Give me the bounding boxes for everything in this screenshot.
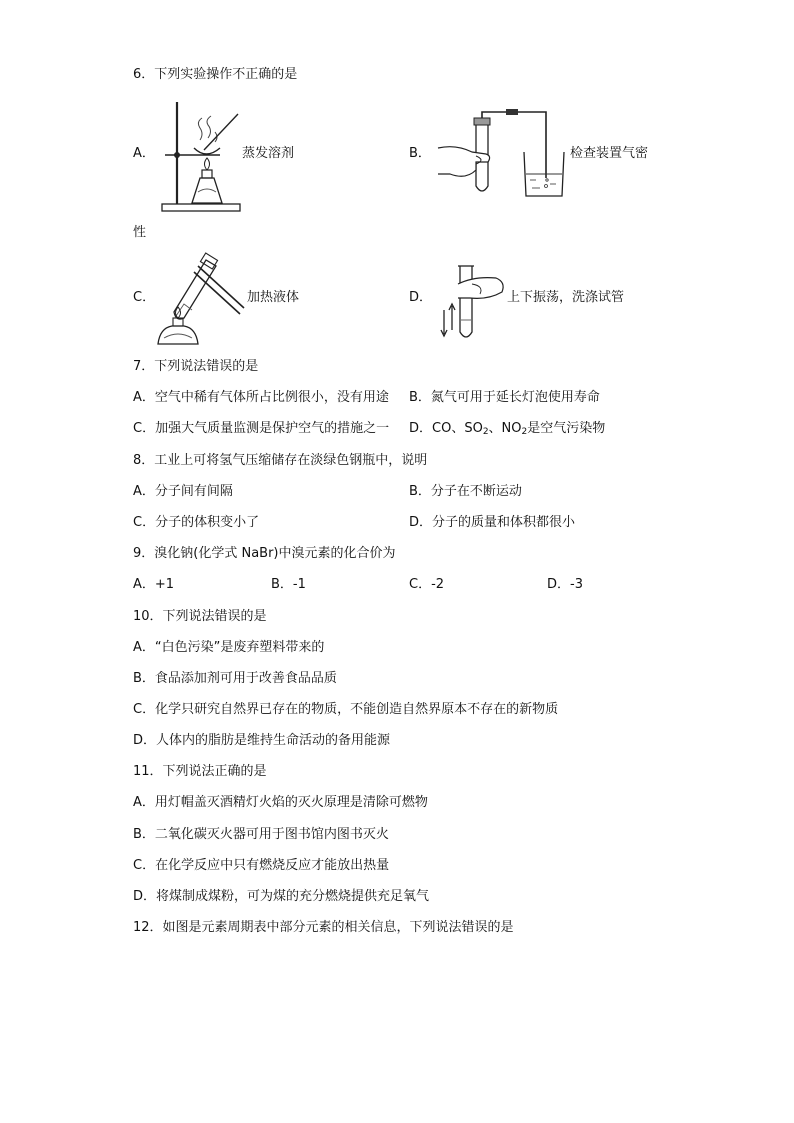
q6-option-d-caption: 上下振荡，洗涤试管 — [507, 290, 625, 305]
q8-option-d: D．分子的质量和体积都很小 — [409, 515, 576, 530]
q11-option-d: D．将煤制成煤粉，可为煤的充分燃烧提供充足氧气 — [133, 889, 430, 904]
q10-option-c: C．化学只研究自然界已存在的物质，不能创造自然界原本不存在的新物质 — [133, 702, 559, 717]
q6-option-b-caption-wrap: 性 — [133, 225, 147, 240]
shaking-test-tube-figure — [440, 262, 508, 342]
q11-option-b: B．二氧化碳灭火器可用于图书馆内图书灭火 — [133, 827, 389, 842]
q6-option-c-caption: 加热液体 — [247, 290, 300, 305]
q7-option-c: C．加强大气质量监测是保护空气的措施之一 — [133, 421, 390, 436]
q6-option-b-caption: 检查装置气密 — [570, 146, 649, 161]
evaporation-apparatus-figure — [160, 100, 242, 214]
q6-option-c-label: C． — [133, 290, 156, 305]
q10-option-b: B．食品添加剂可用于改善食品品质 — [133, 671, 337, 686]
q7-option-a: A．空气中稀有气体所占比例很小，没有用途 — [133, 390, 389, 405]
q7-option-d-mid: 、NO — [488, 421, 522, 436]
q8-option-b: B．分子在不断运动 — [409, 484, 522, 499]
q12-stem: 12．如图是元素周期表中部分元素的相关信息，下列说法错误的是 — [133, 920, 514, 935]
q10-option-a: A．“白色污染”是废弃塑料带来的 — [133, 640, 325, 655]
q7-option-b: B．氮气可用于延长灯泡使用寿命 — [409, 390, 600, 405]
q10-stem: 10．下列说法错误的是 — [133, 609, 267, 624]
q6-option-b-label: B． — [409, 146, 431, 161]
q7-option-d-subscript-1: 2 — [482, 427, 489, 437]
q7-option-d-suffix: 是空气污染物 — [527, 421, 606, 436]
q9-stem: 9．溴化钠(化学式 NaBr)中溴元素的化合价为 — [133, 546, 396, 561]
q8-stem: 8．工业上可将氢气压缩储存在淡绿色钢瓶中，说明 — [133, 453, 428, 468]
q11-stem: 11．下列说法正确的是 — [133, 764, 267, 779]
q7-option-d — [409, 420, 605, 438]
q6-stem: 6．下列实验操作不正确的是 — [133, 67, 298, 82]
q6-option-a-caption: 蒸发溶剂 — [242, 146, 295, 161]
q7-option-d-subscript-2: 2 — [521, 427, 528, 437]
q6-option-a-label: A． — [133, 146, 155, 161]
q8-option-a: A．分子间有间隔 — [133, 484, 233, 499]
q8-option-c: C．分子的体积变小了 — [133, 515, 260, 530]
heating-liquid-figure — [154, 252, 246, 348]
q9-option-b: B．-1 — [271, 577, 306, 592]
q9-option-c: C．-2 — [409, 577, 445, 592]
q9-option-a: A．+1 — [133, 577, 175, 592]
q11-option-c: C．在化学反应中只有燃烧反应才能放出热量 — [133, 858, 390, 873]
airtightness-check-figure — [436, 108, 566, 200]
q11-option-a: A．用灯帽盖灭酒精灯火焰的灭火原理是清除可燃物 — [133, 795, 428, 810]
q7-option-d-prefix: D．CO、SO — [409, 421, 483, 436]
q9-option-d: D．-3 — [547, 577, 583, 592]
q6-option-d-label: D． — [409, 290, 433, 305]
q7-stem: 7．下列说法错误的是 — [133, 359, 259, 374]
q10-option-d: D．人体内的脂肪是维持生命活动的备用能源 — [133, 733, 391, 748]
